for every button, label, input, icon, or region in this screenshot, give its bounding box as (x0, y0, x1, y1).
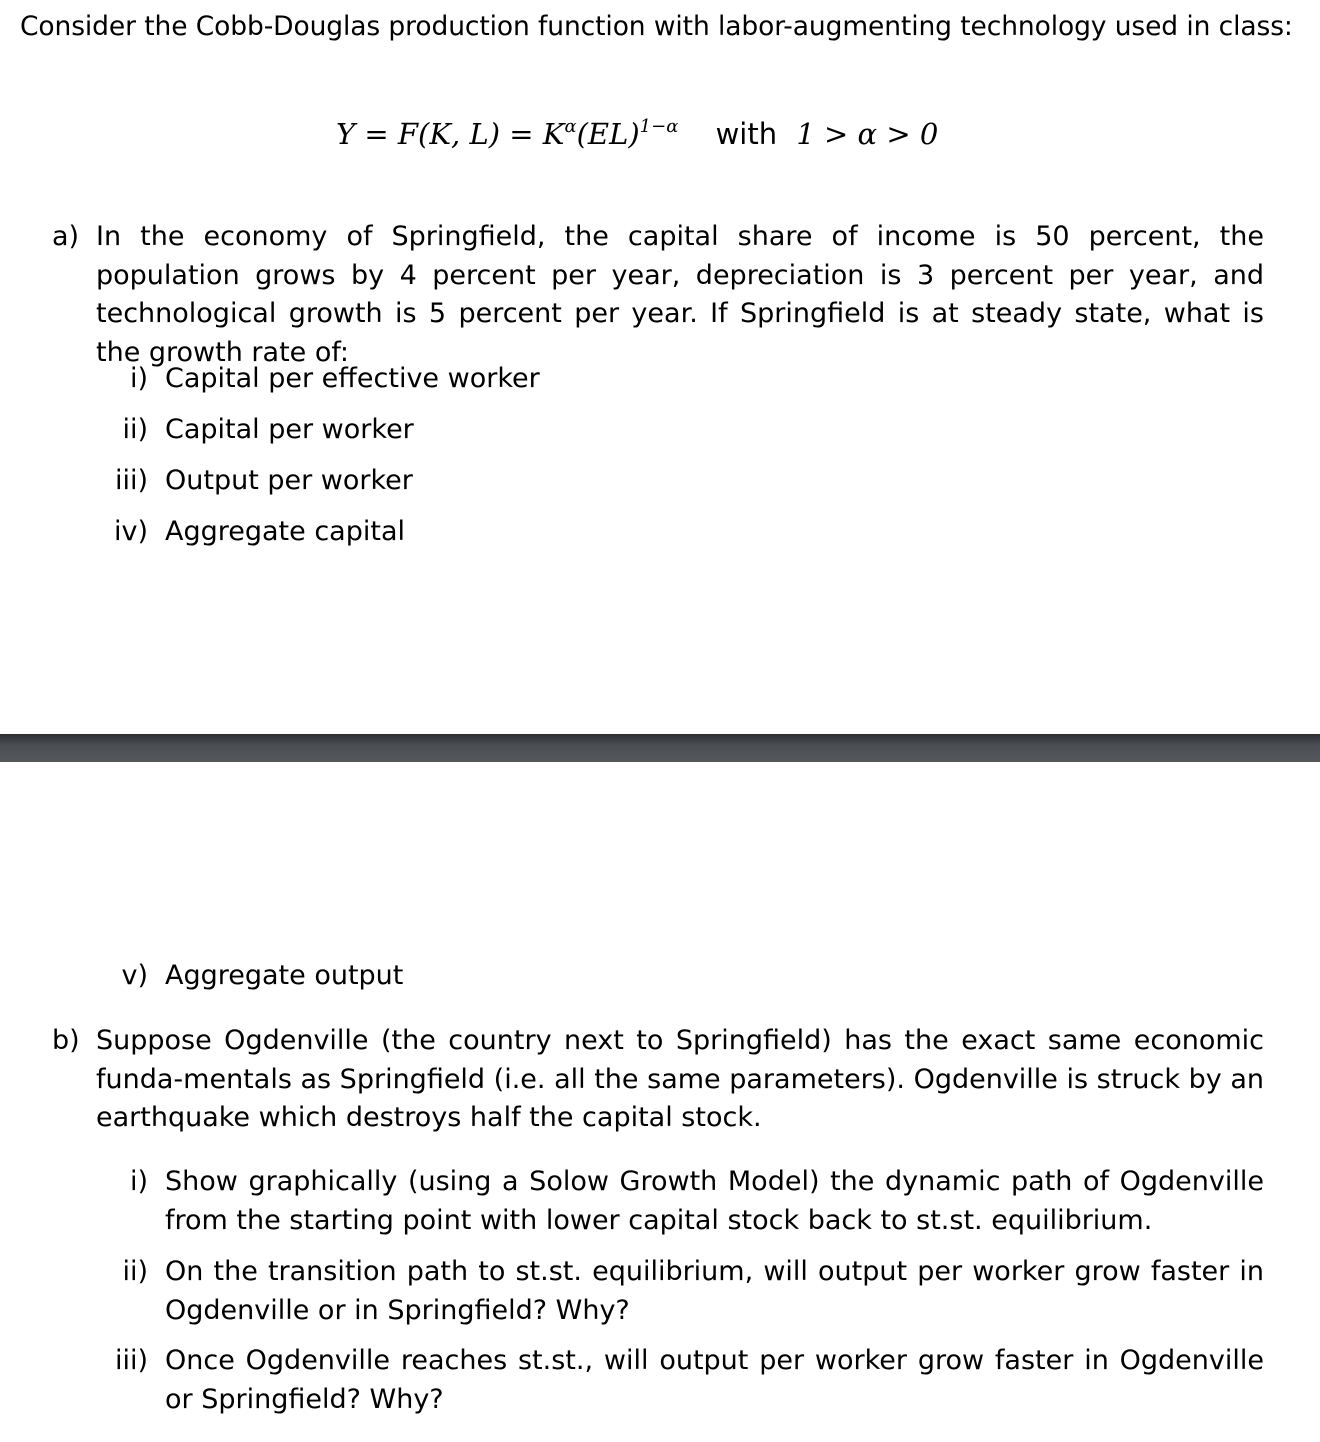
part-a-item-text: Output per worker (165, 465, 413, 496)
part-a-text: In the economy of Springfield, the capital share of income is 50 percent, the population grows by 4 percent per year, depreciation is 3 percent per year, and technological growth is 5 percent per year. If Springfield is at steady state, what is the growth rate of: (96, 221, 1264, 368)
page-break-divider (0, 734, 1320, 762)
part-b-item-text: On the transition path to st.st. equilibrium, will output per worker grow faster in Ogdenville or in Springfield? Why? (165, 1256, 1264, 1326)
eq-equals-2: = (509, 117, 534, 151)
part-a-item-label: ii) (122, 414, 148, 445)
eq-f-expr: F(K, L) (397, 117, 501, 151)
part-a-item-label: i) (129, 363, 148, 394)
part-a-item-label: iv) (113, 516, 148, 547)
eq-equals-1: = (364, 117, 389, 151)
eq-el-base: (EL) (576, 117, 640, 151)
eq-with-label: with (715, 117, 778, 151)
eq-condition: 1 > α > 0 (796, 117, 939, 151)
part-b-label: b) (52, 1025, 80, 1056)
part-a-label: a) (52, 221, 80, 252)
part-b-item-label: iii) (114, 1345, 148, 1376)
eq-k-base: K (542, 117, 565, 151)
part-b-item-label: ii) (122, 1256, 148, 1287)
part-a-item-label: iii) (114, 465, 148, 496)
part-b-text: Suppose Ogdenville (the country next to Springfield) has the exact same economic funda-mentals as Springfield (i.e. all the same parameters). Ogdenville is struck by an earthquake which destroys half the capital stock. (96, 1025, 1264, 1133)
eq-el-exponent: 1−α (639, 116, 679, 137)
production-function-equation (336, 114, 938, 154)
eq-k-exponent: α (564, 116, 577, 137)
part-b-item-text: Show graphically (using a Solow Growth Model) the dynamic path of Ogdenville from the starting point with lower capital stock back to st.st. equilibrium. (165, 1166, 1264, 1236)
part-a-item-label: v) (121, 960, 148, 991)
eq-y: Y (336, 117, 356, 151)
part-a-item-text: Aggregate output (165, 960, 404, 991)
intro-text: Consider the Cobb-Douglas production function with labor-augmenting technology used in class: (20, 11, 1293, 42)
part-a-item-text: Aggregate capital (165, 516, 405, 547)
part-b-item-text: Once Ogdenville reaches st.st., will output per worker grow faster in Ogdenville or Springfield? Why? (165, 1345, 1264, 1415)
part-a-item-text: Capital per effective worker (165, 363, 540, 394)
part-b-item-label: i) (129, 1166, 148, 1197)
part-a-item-text: Capital per worker (165, 414, 414, 445)
page-bottom (0, 762, 1320, 1442)
